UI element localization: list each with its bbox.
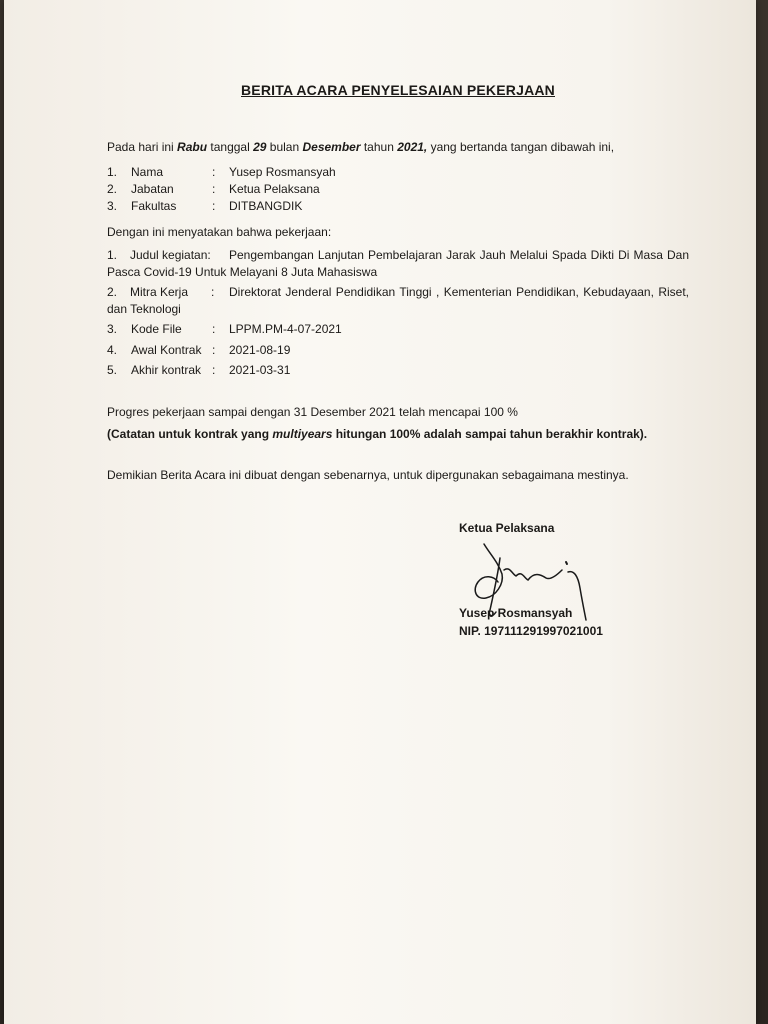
intro-t2: bulan bbox=[266, 140, 303, 154]
field-separator: : bbox=[212, 199, 216, 213]
intro-suffix: yang bertanda tangan dibawah ini, bbox=[427, 140, 615, 154]
note-suffix: hitungan 100% adalah sampai tahun berakhir kontrak). bbox=[332, 427, 648, 441]
item-separator: : bbox=[212, 343, 216, 357]
signer-role: Ketua Pelaksana bbox=[459, 521, 555, 535]
field-separator: : bbox=[212, 182, 216, 196]
field-number: 1. bbox=[107, 165, 118, 179]
item-separator: : bbox=[212, 322, 216, 336]
intro-paragraph bbox=[107, 139, 614, 156]
item-number: 4. bbox=[107, 343, 118, 357]
intro-prefix: Pada hari ini bbox=[107, 140, 178, 154]
item-number: 2. bbox=[107, 285, 118, 299]
field-value: DITBANGDIK bbox=[229, 199, 303, 213]
signer-nip: NIP. 197111291997021001 bbox=[459, 624, 603, 638]
item-label: Awal Kontrak bbox=[131, 343, 202, 357]
item-separator: : bbox=[211, 285, 215, 299]
field-number: 3. bbox=[107, 199, 118, 213]
closing-text: Demikian Berita Acara ini dibuat dengan sebenarnya, untuk dipergunakan sebagaimana mestinya. bbox=[107, 468, 629, 482]
signer-name: Yusep Rosmansyah bbox=[459, 606, 573, 620]
note-prefix: (Catatan untuk kontrak yang bbox=[107, 427, 273, 441]
document-title: BERITA ACARA PENYELESAIAN PEKERJAAN bbox=[241, 82, 555, 98]
item-label: Judul kegiatan: bbox=[130, 248, 211, 262]
intro-t3: tahun bbox=[360, 140, 398, 154]
item-value: Pengembangan Lanjutan Pembelajaran Jarak Jauh Melalui Spada Dikti Di Masa Dan Pasca Covid-19 Untuk Melayani 8 Juta Mahasiswa bbox=[107, 248, 689, 279]
intro-month: Desember bbox=[302, 140, 361, 154]
contract-note bbox=[107, 426, 647, 443]
statement-text: Dengan ini menyatakan bahwa pekerjaan: bbox=[107, 225, 332, 239]
item-label: Akhir kontrak bbox=[131, 363, 202, 377]
field-number: 2. bbox=[107, 182, 118, 196]
note-italic: multiyears bbox=[272, 427, 333, 441]
intro-date: 29 bbox=[253, 140, 267, 154]
field-value: Ketua Pelaksana bbox=[229, 182, 320, 196]
item-label: Kode File bbox=[131, 322, 182, 336]
field-label: Jabatan bbox=[131, 182, 174, 196]
item-value: LPPM.PM-4-07-2021 bbox=[229, 322, 342, 336]
field-label: Nama bbox=[131, 165, 164, 179]
item-value: 2021-03-31 bbox=[229, 363, 291, 377]
intro-t1: tanggal bbox=[207, 140, 254, 154]
field-separator: : bbox=[212, 165, 216, 179]
field-label: Fakultas bbox=[131, 199, 177, 213]
item-number: 1. bbox=[107, 248, 118, 262]
intro-day: Rabu bbox=[177, 140, 208, 154]
item-label: Mitra Kerja bbox=[130, 285, 189, 299]
intro-year: 2021, bbox=[397, 140, 428, 154]
progress-text: Progres pekerjaan sampai dengan 31 Desember 2021 telah mencapai 100 % bbox=[107, 405, 518, 419]
field-value: Yusep Rosmansyah bbox=[229, 165, 336, 179]
item-value: 2021-08-19 bbox=[229, 343, 291, 357]
item-number: 5. bbox=[107, 363, 118, 377]
item-number: 3. bbox=[107, 322, 118, 336]
item-value: Direktorat Jenderal Pendidikan Tinggi , Kementerian Pendidikan, Kebudayaan, Riset, dan Teknologi bbox=[107, 285, 689, 316]
item-separator: : bbox=[212, 363, 216, 377]
